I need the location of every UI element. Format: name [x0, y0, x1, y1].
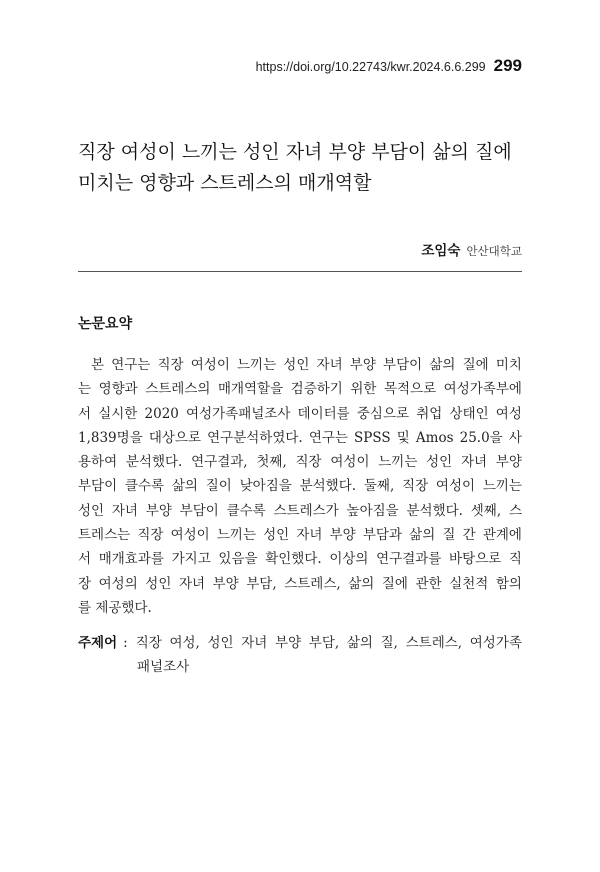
abstract-line: 를 제공했다.	[78, 599, 152, 616]
keywords-text-line-1: 직장 여성, 성인 자녀 부양 부담, 삶의 질, 스트레스, 여성가족	[135, 635, 522, 651]
abstract-line: 1,839명을 대상으로 연구분석하였다. 연구는 SPSS 및 Amos 25.0을 사	[78, 429, 522, 446]
page-number: 299	[493, 56, 522, 75]
abstract-body	[78, 353, 522, 620]
title-line-1: 직장 여성이 느끼는 성인 자녀 부양 부담이 삶의 질에	[78, 141, 512, 163]
abstract-line: 성인 자녀 부양 부담이 클수록 스트레스가 높아짐을 분석했다. 셋째, 스	[78, 502, 522, 519]
abstract-line: 부담이 클수록 삶의 질이 낮아짐을 분석했다. 둘째, 직장 여성이 느끼는	[78, 478, 522, 495]
abstract-line: 용하여 분석했다. 연구결과, 첫째, 직장 여성이 느끼는 성인 자녀 부양	[78, 454, 522, 471]
abstract-line: 장 여성의 성인 자녀 부양 부담, 스트레스, 삶의 질에 관한 실천적 함의	[78, 575, 522, 592]
doi-link[interactable]: https://doi.org/10.22743/kwr.2024.6.6.299	[255, 60, 486, 74]
author-block	[421, 239, 522, 259]
author-affiliation: 안산대학교	[466, 244, 522, 258]
abstract-line: 트레스는 직장 여성이 느끼는 성인 자녀 부양 부담과 삶의 질 간 관계에	[78, 527, 522, 544]
abstract-line: 본 연구는 직장 여성이 느끼는 성인 자녀 부양 부담이 삶의 질에 미치	[91, 357, 522, 373]
abstract-line: 서 실시한 2020 여성가족패널조사 데이터를 중심으로 취업 상태인 여성	[78, 405, 522, 422]
page-header	[256, 56, 522, 76]
abstract-line: 는 영향과 스트레스의 매개역할을 검증하기 위한 목적으로 여성가족부에	[78, 381, 522, 398]
keywords-line-2	[78, 655, 522, 679]
keywords-colon: :	[123, 635, 128, 651]
paper-title	[78, 137, 528, 199]
keywords-text-line-2: 패널조사	[137, 659, 190, 675]
keywords-line-1	[78, 631, 522, 655]
divider-rule	[78, 271, 522, 272]
keywords-section	[78, 631, 522, 679]
author-name: 조임숙	[421, 243, 461, 259]
abstract-heading: 논문요약	[78, 316, 133, 332]
title-line-2: 미치는 영향과 스트레스의 매개역할	[78, 172, 372, 194]
abstract-line: 서 매개효과를 가지고 있음을 확인했다. 이상의 연구결과를 바탕으로 직	[78, 551, 522, 568]
keywords-label: 주제어	[78, 635, 118, 651]
